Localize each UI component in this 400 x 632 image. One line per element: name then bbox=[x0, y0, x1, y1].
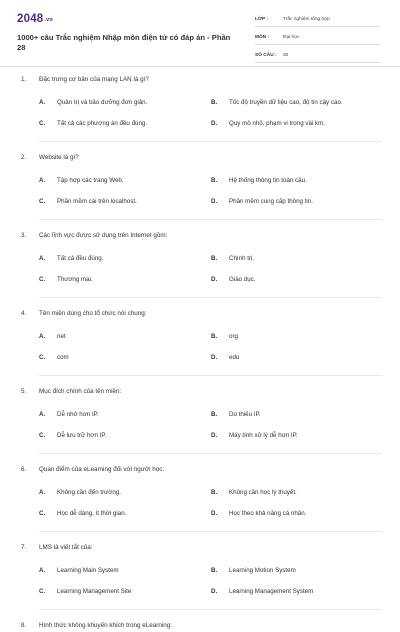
meta-value: Trắc nghiệm tổng hợp bbox=[283, 17, 330, 22]
answer-option[interactable] bbox=[39, 510, 211, 517]
answer-option[interactable] bbox=[211, 411, 383, 418]
option-key: D. bbox=[211, 120, 218, 127]
question-text: Các lĩnh vực được sử dụng trên Internet gồm: bbox=[39, 231, 168, 239]
question-item bbox=[0, 306, 400, 376]
option-row bbox=[21, 581, 400, 602]
question-text: Quan điểm của eLearning đối với người học: bbox=[39, 465, 165, 473]
option-row bbox=[21, 326, 400, 347]
page-title: 1000+ câu Trắc nghiệm Nhập môn điện tử có đáp án - Phần 28 bbox=[17, 33, 231, 52]
divider bbox=[39, 531, 382, 532]
question-item bbox=[0, 540, 400, 610]
option-key: B. bbox=[211, 255, 218, 262]
divider bbox=[39, 219, 382, 220]
answer-option[interactable] bbox=[211, 177, 383, 184]
option-text: edu bbox=[229, 354, 240, 361]
answer-option[interactable] bbox=[211, 255, 383, 262]
question-number: 4. bbox=[21, 309, 27, 317]
option-row bbox=[21, 404, 400, 425]
option-text: org bbox=[229, 333, 238, 340]
option-text: Dễ lưu trữ hơn IP. bbox=[57, 432, 107, 439]
option-text: Máy tính xử lý dễ hơn IP. bbox=[229, 432, 298, 439]
answer-option[interactable] bbox=[39, 120, 211, 127]
meta-row-count bbox=[255, 49, 380, 63]
site-logo[interactable] bbox=[17, 13, 53, 25]
answer-option[interactable] bbox=[211, 99, 383, 106]
answer-option[interactable] bbox=[211, 567, 383, 574]
question-text: Hình thức không khuyến khích trong eLearning: bbox=[39, 621, 173, 629]
answer-option[interactable] bbox=[211, 333, 383, 340]
question-text: Đặc trưng cơ bản của mạng LAN là gì? bbox=[39, 75, 149, 83]
question-line bbox=[21, 72, 400, 86]
option-key: D. bbox=[211, 588, 218, 595]
meta-label: LỚP : bbox=[255, 17, 269, 22]
option-key: C. bbox=[39, 432, 46, 439]
option-key: A. bbox=[39, 411, 46, 418]
question-number: 3. bbox=[21, 231, 27, 239]
logo-text: 2048 bbox=[17, 13, 44, 25]
option-key: C. bbox=[39, 276, 46, 283]
answer-option[interactable] bbox=[39, 255, 211, 262]
question-line bbox=[21, 228, 400, 242]
option-text: Dễ nhớ hơn IP. bbox=[57, 411, 99, 418]
divider bbox=[39, 141, 382, 142]
divider bbox=[39, 297, 382, 298]
question-number: 5. bbox=[21, 387, 27, 395]
option-key: C. bbox=[39, 120, 46, 127]
option-text: com bbox=[57, 354, 69, 361]
option-text: Học theo khả năng cá nhân. bbox=[229, 510, 307, 517]
option-key: B. bbox=[211, 567, 218, 574]
question-item bbox=[0, 72, 400, 142]
option-text: Quản trị và bảo dưỡng đơn giản. bbox=[57, 99, 148, 106]
option-row bbox=[21, 191, 400, 212]
question-line bbox=[21, 540, 400, 554]
answer-option[interactable] bbox=[211, 276, 383, 283]
answer-option[interactable] bbox=[39, 432, 211, 439]
option-text: Do thiếu IP. bbox=[229, 411, 261, 418]
question-number: 6. bbox=[21, 465, 27, 473]
option-text: Learning Motion System bbox=[229, 567, 296, 574]
option-key: D. bbox=[211, 510, 218, 517]
option-text: Tập hợp các trang Web. bbox=[57, 177, 124, 184]
option-key: A. bbox=[39, 177, 46, 184]
option-row bbox=[21, 92, 400, 113]
option-key: A. bbox=[39, 489, 46, 496]
option-key: B. bbox=[211, 489, 218, 496]
question-item bbox=[0, 228, 400, 298]
option-row bbox=[21, 113, 400, 134]
question-text: Mục đích chính của tên miền: bbox=[39, 387, 122, 395]
answer-option[interactable] bbox=[211, 489, 383, 496]
option-text: Tất cả các phương án đều đúng. bbox=[57, 120, 148, 127]
option-key: C. bbox=[39, 354, 46, 361]
question-text: LMS là viết tắt của: bbox=[39, 543, 93, 551]
logo-tld: .vn bbox=[44, 17, 53, 23]
option-key: B. bbox=[211, 177, 218, 184]
meta-row-class bbox=[255, 13, 380, 27]
option-text: Learning Management Site bbox=[57, 588, 132, 595]
question-text: Tên miền dùng cho tổ chức nói chung: bbox=[39, 309, 147, 317]
answer-option[interactable] bbox=[211, 588, 383, 595]
option-text: Phần mềm cung cấp thông tin. bbox=[229, 198, 313, 205]
option-row bbox=[21, 560, 400, 581]
answer-option[interactable] bbox=[211, 354, 383, 361]
question-line bbox=[21, 306, 400, 320]
meta-value: 30 bbox=[283, 53, 289, 58]
option-text: net bbox=[57, 333, 66, 340]
question-number: 8. bbox=[21, 621, 27, 629]
answer-option[interactable] bbox=[211, 198, 383, 205]
option-list bbox=[21, 248, 400, 290]
question-line bbox=[21, 462, 400, 476]
option-text: Quy mô nhỏ, phạm vi trong vài km. bbox=[229, 120, 325, 127]
option-key: D. bbox=[211, 432, 218, 439]
option-list bbox=[21, 482, 400, 524]
option-text: Tất cả đều đúng. bbox=[57, 255, 104, 262]
option-key: A. bbox=[39, 99, 46, 106]
option-key: B. bbox=[211, 333, 218, 340]
option-list bbox=[21, 170, 400, 212]
answer-option[interactable] bbox=[39, 567, 211, 574]
meta-info bbox=[255, 13, 380, 67]
option-row bbox=[21, 482, 400, 503]
option-text: Learning Management System bbox=[229, 588, 314, 595]
divider bbox=[39, 609, 382, 610]
option-list bbox=[21, 560, 400, 602]
option-key: A. bbox=[39, 567, 46, 574]
option-key: C. bbox=[39, 588, 46, 595]
option-row bbox=[21, 170, 400, 191]
option-text: Learning Main System bbox=[57, 567, 119, 574]
question-number: 1. bbox=[21, 75, 27, 83]
meta-label: MÔN : bbox=[255, 35, 270, 40]
option-list bbox=[21, 326, 400, 368]
option-text: Chính trị. bbox=[229, 255, 255, 262]
option-key: D. bbox=[211, 198, 218, 205]
option-text: Hệ thống thông tin toàn cầu. bbox=[229, 177, 307, 184]
question-list bbox=[0, 72, 400, 632]
option-list bbox=[21, 92, 400, 134]
option-text: Phần mềm cài trên localhost. bbox=[57, 198, 137, 205]
answer-option[interactable] bbox=[211, 510, 383, 517]
answer-option[interactable] bbox=[39, 333, 211, 340]
option-text: Không cần học lý thuyết. bbox=[229, 489, 297, 496]
answer-option[interactable] bbox=[39, 411, 211, 418]
answer-option[interactable] bbox=[211, 432, 383, 439]
answer-option[interactable] bbox=[39, 588, 211, 595]
option-key: C. bbox=[39, 198, 46, 205]
question-item bbox=[0, 462, 400, 532]
option-text: Học dễ dàng, ít thời gian. bbox=[57, 510, 127, 517]
option-text: Thương mại. bbox=[57, 276, 93, 283]
answer-option[interactable] bbox=[39, 276, 211, 283]
option-list bbox=[21, 404, 400, 446]
question-line bbox=[21, 150, 400, 164]
option-row bbox=[21, 425, 400, 446]
question-item bbox=[0, 618, 400, 632]
question-line bbox=[21, 618, 400, 632]
answer-option[interactable] bbox=[211, 120, 383, 127]
meta-value: Đại học bbox=[283, 35, 300, 40]
header bbox=[0, 0, 400, 67]
option-row bbox=[21, 248, 400, 269]
option-row bbox=[21, 347, 400, 368]
divider bbox=[39, 375, 382, 376]
answer-option[interactable] bbox=[39, 198, 211, 205]
option-row bbox=[21, 269, 400, 290]
answer-option[interactable] bbox=[39, 99, 211, 106]
question-line bbox=[21, 384, 400, 398]
option-key: D. bbox=[211, 354, 218, 361]
option-key: D. bbox=[211, 276, 218, 283]
question-number: 2. bbox=[21, 153, 27, 161]
answer-option[interactable] bbox=[39, 177, 211, 184]
answer-option[interactable] bbox=[39, 489, 211, 496]
question-item bbox=[0, 384, 400, 454]
option-key: B. bbox=[211, 411, 218, 418]
option-text: Tốc độ truyền dữ liệu cao, độ tin cậy cao. bbox=[229, 99, 343, 106]
option-row bbox=[21, 503, 400, 524]
answer-option[interactable] bbox=[39, 354, 211, 361]
question-number: 7. bbox=[21, 543, 27, 551]
question-item bbox=[0, 150, 400, 220]
option-text: Không cần đến trường. bbox=[57, 489, 121, 496]
option-key: C. bbox=[39, 510, 46, 517]
meta-row-subject bbox=[255, 31, 380, 45]
meta-label: SỐ CÂU : bbox=[255, 53, 277, 58]
question-text: Website là gì? bbox=[39, 153, 79, 161]
option-text: Giáo dục. bbox=[229, 276, 256, 283]
option-key: B. bbox=[211, 99, 218, 106]
divider bbox=[39, 453, 382, 454]
option-key: A. bbox=[39, 255, 46, 262]
option-key: A. bbox=[39, 333, 46, 340]
